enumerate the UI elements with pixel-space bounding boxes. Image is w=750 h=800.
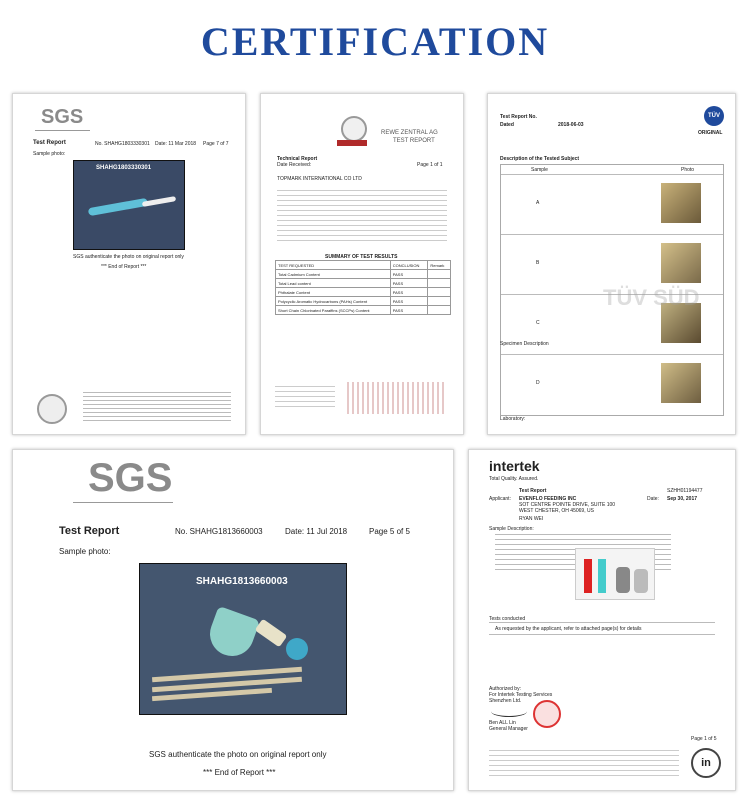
org-name: REWE ZENTRAL AG: [381, 130, 438, 136]
bottle-brush-image: [88, 198, 148, 216]
applicant-name: EVENFLO FEEDING INC: [519, 496, 577, 502]
sample-desc: Sample Description:: [489, 526, 534, 532]
sample-label: Sample photo:: [33, 151, 66, 157]
report-number: No. SHAHG1803330301: [95, 141, 150, 147]
bureau-veritas-seal-icon: [341, 116, 367, 142]
table-row: Total Lead content PASS: [276, 279, 451, 288]
signature-icon: [491, 706, 527, 717]
footer-text: [275, 386, 335, 410]
date-value: Sep 30, 2017: [667, 496, 698, 502]
table-row: Phthalate Content PASS: [276, 288, 451, 297]
footer-text: [489, 750, 679, 778]
report-label: Test Report: [519, 488, 547, 494]
report-title: Test Report: [33, 140, 66, 146]
sgs-logo: SGS: [41, 106, 84, 128]
conclusion-label: Tests conducted: [489, 616, 526, 622]
tuv-watermark: TÜV SÜD: [603, 285, 700, 310]
spec-title: Specimen Description: [500, 341, 549, 347]
photo-brush-d: [661, 363, 701, 403]
signer-title: General Manager: [489, 726, 528, 732]
brush-image: [255, 619, 288, 648]
report-page: Page 1 of 1: [417, 162, 443, 168]
for-lab-2: Shenzhen Ltd.: [489, 698, 522, 704]
table-row: Short Chain Chlorinated Paraffins (SCCPs) Content PASS: [276, 306, 451, 315]
red-stamp-icon: [533, 700, 561, 728]
applicant-label: Applicant:: [489, 496, 511, 502]
report-page: Page 1 of 5: [691, 736, 717, 742]
report-page: Page 5 of 5: [369, 527, 410, 536]
for-lab: For Intertek Testing Services: [489, 692, 553, 698]
sample-photo: [139, 563, 347, 715]
end-of-report: *** End of Report ***: [101, 264, 147, 270]
footer-stamp: [347, 382, 447, 414]
photo-tag: SHAHG1803330301: [96, 165, 152, 171]
requested-note: As requested by the applicant, refer to attached page(s) for details: [495, 626, 642, 632]
sample-b: B: [536, 260, 540, 266]
signer-name: Ben ALL Lin: [489, 720, 516, 726]
sample-details: [277, 190, 447, 245]
sample-label: Sample photo:: [59, 547, 111, 556]
sample-a: A: [536, 200, 540, 206]
sample-photo: [575, 548, 655, 600]
table-row: Total Cadmium Content PASS: [276, 270, 451, 279]
results-table: [275, 260, 451, 315]
sample-photo: [73, 160, 185, 250]
client-name: TOPMARK INTERNATIONAL CO LTD: [277, 176, 362, 182]
desc-title: Description of the Tested Subject: [500, 156, 580, 162]
rewe-report[interactable]: [260, 93, 464, 435]
page-heading: CERTIFICATION: [200, 19, 550, 64]
sgs-seal-icon: [37, 394, 67, 424]
sample-c: C: [536, 320, 540, 326]
tagline: Total Quality. Assured.: [489, 476, 539, 482]
sample-d: D: [536, 380, 540, 386]
report-subtitle: TEST REPORT: [393, 138, 435, 144]
fine-print: [83, 392, 231, 422]
summary-title: SUMMARY OF TEST RESULTS: [325, 254, 398, 260]
col-remark: Remark: [428, 261, 451, 270]
photo-brush-a: [661, 183, 701, 223]
intertek-seal-icon: in: [691, 748, 721, 778]
end-of-report: *** End of Report ***: [203, 768, 276, 777]
report-title: Test Report: [59, 525, 120, 537]
dated-value: 2018-06-03: [558, 122, 584, 128]
original-label: ORIGINAL: [698, 130, 723, 136]
photo-brush-b: [661, 243, 701, 283]
date-label: Date:: [647, 496, 659, 502]
footer-lab: Laboratory:: [500, 416, 526, 422]
report-number: SZHH01194477: [667, 488, 703, 494]
report-page: Page 7 of 7: [203, 141, 229, 147]
dated-label: Dated: [500, 122, 514, 128]
report-date: Date: 11 Jul 2018: [285, 527, 348, 536]
address-1: SOT CENTRE POINTE DRIVE, SUITE 100: [519, 502, 616, 508]
authenticate-note: SGS authenticate the photo on original report only: [73, 254, 184, 260]
attention: RYAN WEI: [519, 516, 544, 522]
address-2: WEST CHESTER, OH 45069, US: [519, 508, 594, 514]
report-label: Test Report No.: [500, 114, 537, 120]
sgs-report-1[interactable]: [12, 93, 246, 435]
sample-table: Sample Photo A B C D TÜV SÜD: [500, 164, 724, 416]
date-received: Date Received:: [277, 162, 312, 168]
tuv-report[interactable]: [487, 93, 736, 435]
sgs-report-2[interactable]: [12, 449, 454, 791]
col-test: TEST REQUESTED: [276, 261, 391, 270]
dustpan-image: [204, 606, 260, 662]
sgs-logo: SGS: [88, 456, 173, 500]
round-brush-image: [286, 638, 308, 660]
authenticate-note: SGS authenticate the photo on original report only: [149, 750, 327, 759]
report-date: Date: 11 Mar 2018: [155, 141, 197, 147]
col-conclusion: CONCLUSION: [390, 261, 428, 270]
photo-tag: SHAHG1813660003: [196, 576, 288, 587]
intertek-report[interactable]: [468, 449, 736, 791]
table-row: Polycyclic Aromatic Hydrocarbons (PAHs) Content PASS: [276, 297, 451, 306]
report-label: Technical Report: [277, 156, 318, 162]
tuv-badge-icon: TÜV: [704, 106, 724, 126]
report-number: No. SHAHG1813660003: [175, 527, 263, 536]
authorized-label: Authorized by:: [489, 686, 521, 692]
intertek-logo: intertek: [489, 458, 540, 474]
